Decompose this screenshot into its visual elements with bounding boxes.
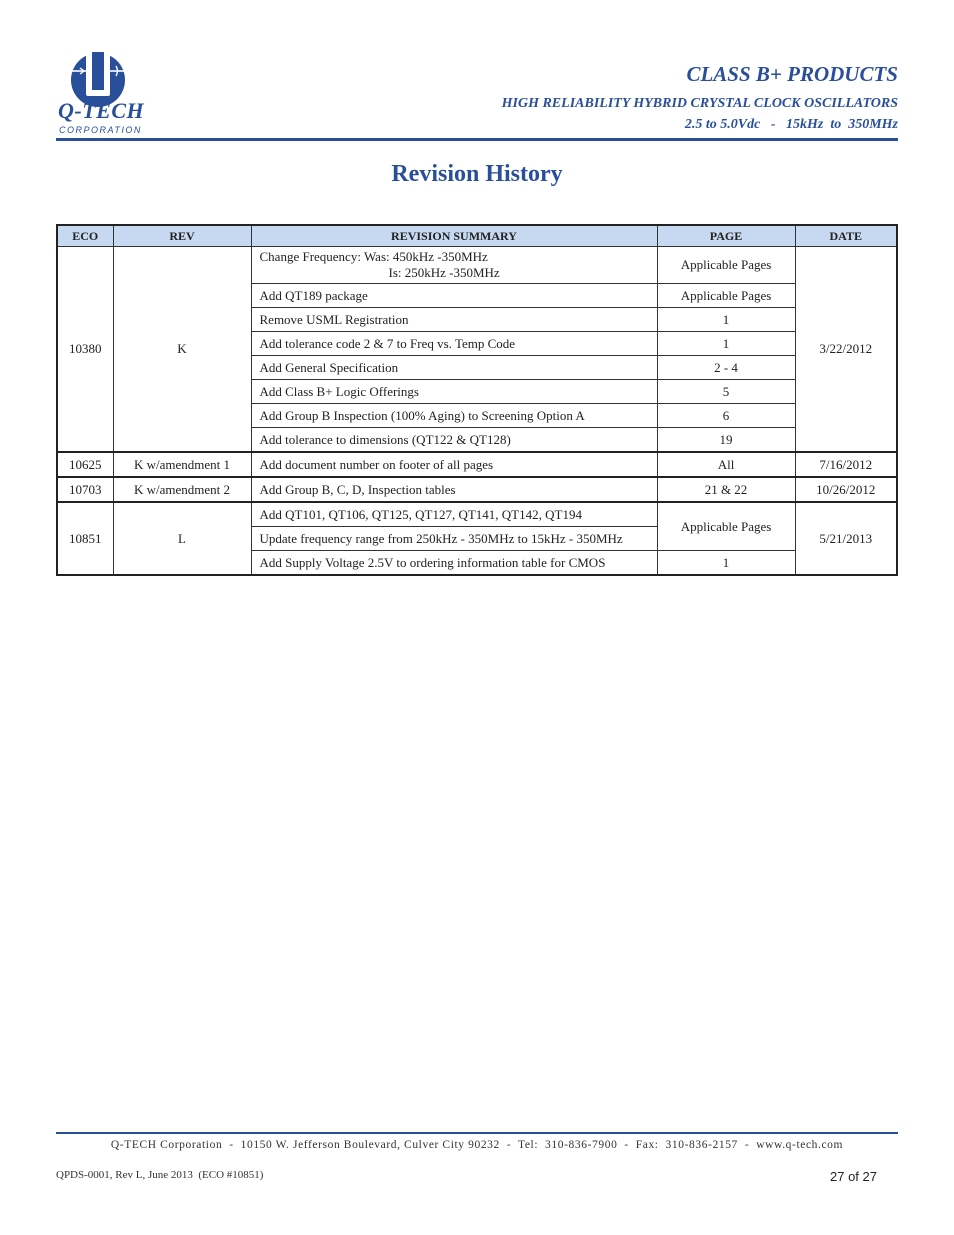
rev-cell: K w/amendment 2 xyxy=(113,477,251,502)
column-header-summary: REVISION SUMMARY xyxy=(251,225,657,247)
page-title: Revision History xyxy=(391,161,563,187)
page-cell: 1 xyxy=(657,332,795,356)
table-header-row xyxy=(57,225,897,247)
column-header-date: DATE xyxy=(795,225,897,247)
date-cell: 3/22/2012 xyxy=(795,247,897,453)
page-cell: Applicable Pages xyxy=(657,284,795,308)
page-cell: 1 xyxy=(657,308,795,332)
eco-cell: 10703 xyxy=(57,477,113,502)
summary-line: Change Frequency: Was: 450kHz -350MHz xyxy=(259,249,488,264)
rev-cell: K xyxy=(113,247,251,453)
page-cell: 1 xyxy=(657,551,795,576)
rev-cell: K w/amendment 1 xyxy=(113,452,251,477)
page-cell: 19 xyxy=(657,428,795,453)
summary-cell xyxy=(251,247,657,284)
page-cell: 5 xyxy=(657,380,795,404)
eco-cell: 10851 xyxy=(57,502,113,575)
summary-cell: Update frequency range from 250kHz - 350MHz to 15kHz - 350MHz xyxy=(251,527,657,551)
table-row xyxy=(57,502,897,527)
date-cell: 10/26/2012 xyxy=(795,477,897,502)
header-divider xyxy=(56,138,898,141)
page-cell: All xyxy=(657,452,795,477)
eco-cell: 10625 xyxy=(57,452,113,477)
summary-cell: Add document number on footer of all pages xyxy=(251,452,657,477)
date-cell: 7/16/2012 xyxy=(795,452,897,477)
page-cell: Applicable Pages xyxy=(657,247,795,284)
column-header-page: PAGE xyxy=(657,225,795,247)
summary-line: Is: 250kHz -350MHz xyxy=(388,265,500,280)
column-header-eco: ECO xyxy=(57,225,113,247)
summary-cell: Add QT101, QT106, QT125, QT127, QT141, QT142, QT194 xyxy=(251,502,657,527)
logo-corporation: CORPORATION xyxy=(59,125,142,135)
page-cell: 6 xyxy=(657,404,795,428)
revision-history-table xyxy=(56,224,898,576)
header-subtitle: HIGH RELIABILITY HYBRID CRYSTAL CLOCK OSCILLATORS xyxy=(501,96,898,111)
summary-cell: Remove USML Registration xyxy=(251,308,657,332)
summary-cell: Add General Specification xyxy=(251,356,657,380)
page-cell: Applicable Pages xyxy=(657,502,795,551)
footer-document-number: QPDS-0001, Rev L, June 2013 (ECO #10851) xyxy=(56,1169,264,1181)
header-range: 2.5 to 5.0Vdc - 15kHz to 350MHz xyxy=(684,117,898,132)
page-number: 27 of 27 xyxy=(830,1169,877,1184)
header-title: CLASS B+ PRODUCTS xyxy=(686,62,898,86)
table-row xyxy=(57,247,897,284)
summary-cell: Add Supply Voltage 2.5V to ordering information table for CMOS xyxy=(251,551,657,576)
summary-cell: Add QT189 package xyxy=(251,284,657,308)
footer-address: Q-TECH Corporation - 10150 W. Jefferson Boulevard, Culver City 90232 - Tel: 310-836-7900 - Fax: 310-836-2157 - www.q-tech.com xyxy=(110,1139,844,1151)
page-cell: 2 - 4 xyxy=(657,356,795,380)
table-row xyxy=(57,477,897,502)
date-cell: 5/21/2013 xyxy=(795,502,897,575)
summary-cell: Add Class B+ Logic Offerings xyxy=(251,380,657,404)
page-cell: 21 & 22 xyxy=(657,477,795,502)
column-header-rev: REV xyxy=(113,225,251,247)
footer-divider xyxy=(56,1132,898,1134)
summary-cell: Add tolerance code 2 & 7 to Freq vs. Temp Code xyxy=(251,332,657,356)
summary-cell: Add Group B Inspection (100% Aging) to Screening Option A xyxy=(251,404,657,428)
logo-wordmark: Q-TECH xyxy=(58,98,145,123)
summary-cell: Add Group B, C, D, Inspection tables xyxy=(251,477,657,502)
eco-cell: 10380 xyxy=(57,247,113,453)
table-row xyxy=(57,452,897,477)
summary-cell: Add tolerance to dimensions (QT122 & QT128) xyxy=(251,428,657,453)
rev-cell: L xyxy=(113,502,251,575)
